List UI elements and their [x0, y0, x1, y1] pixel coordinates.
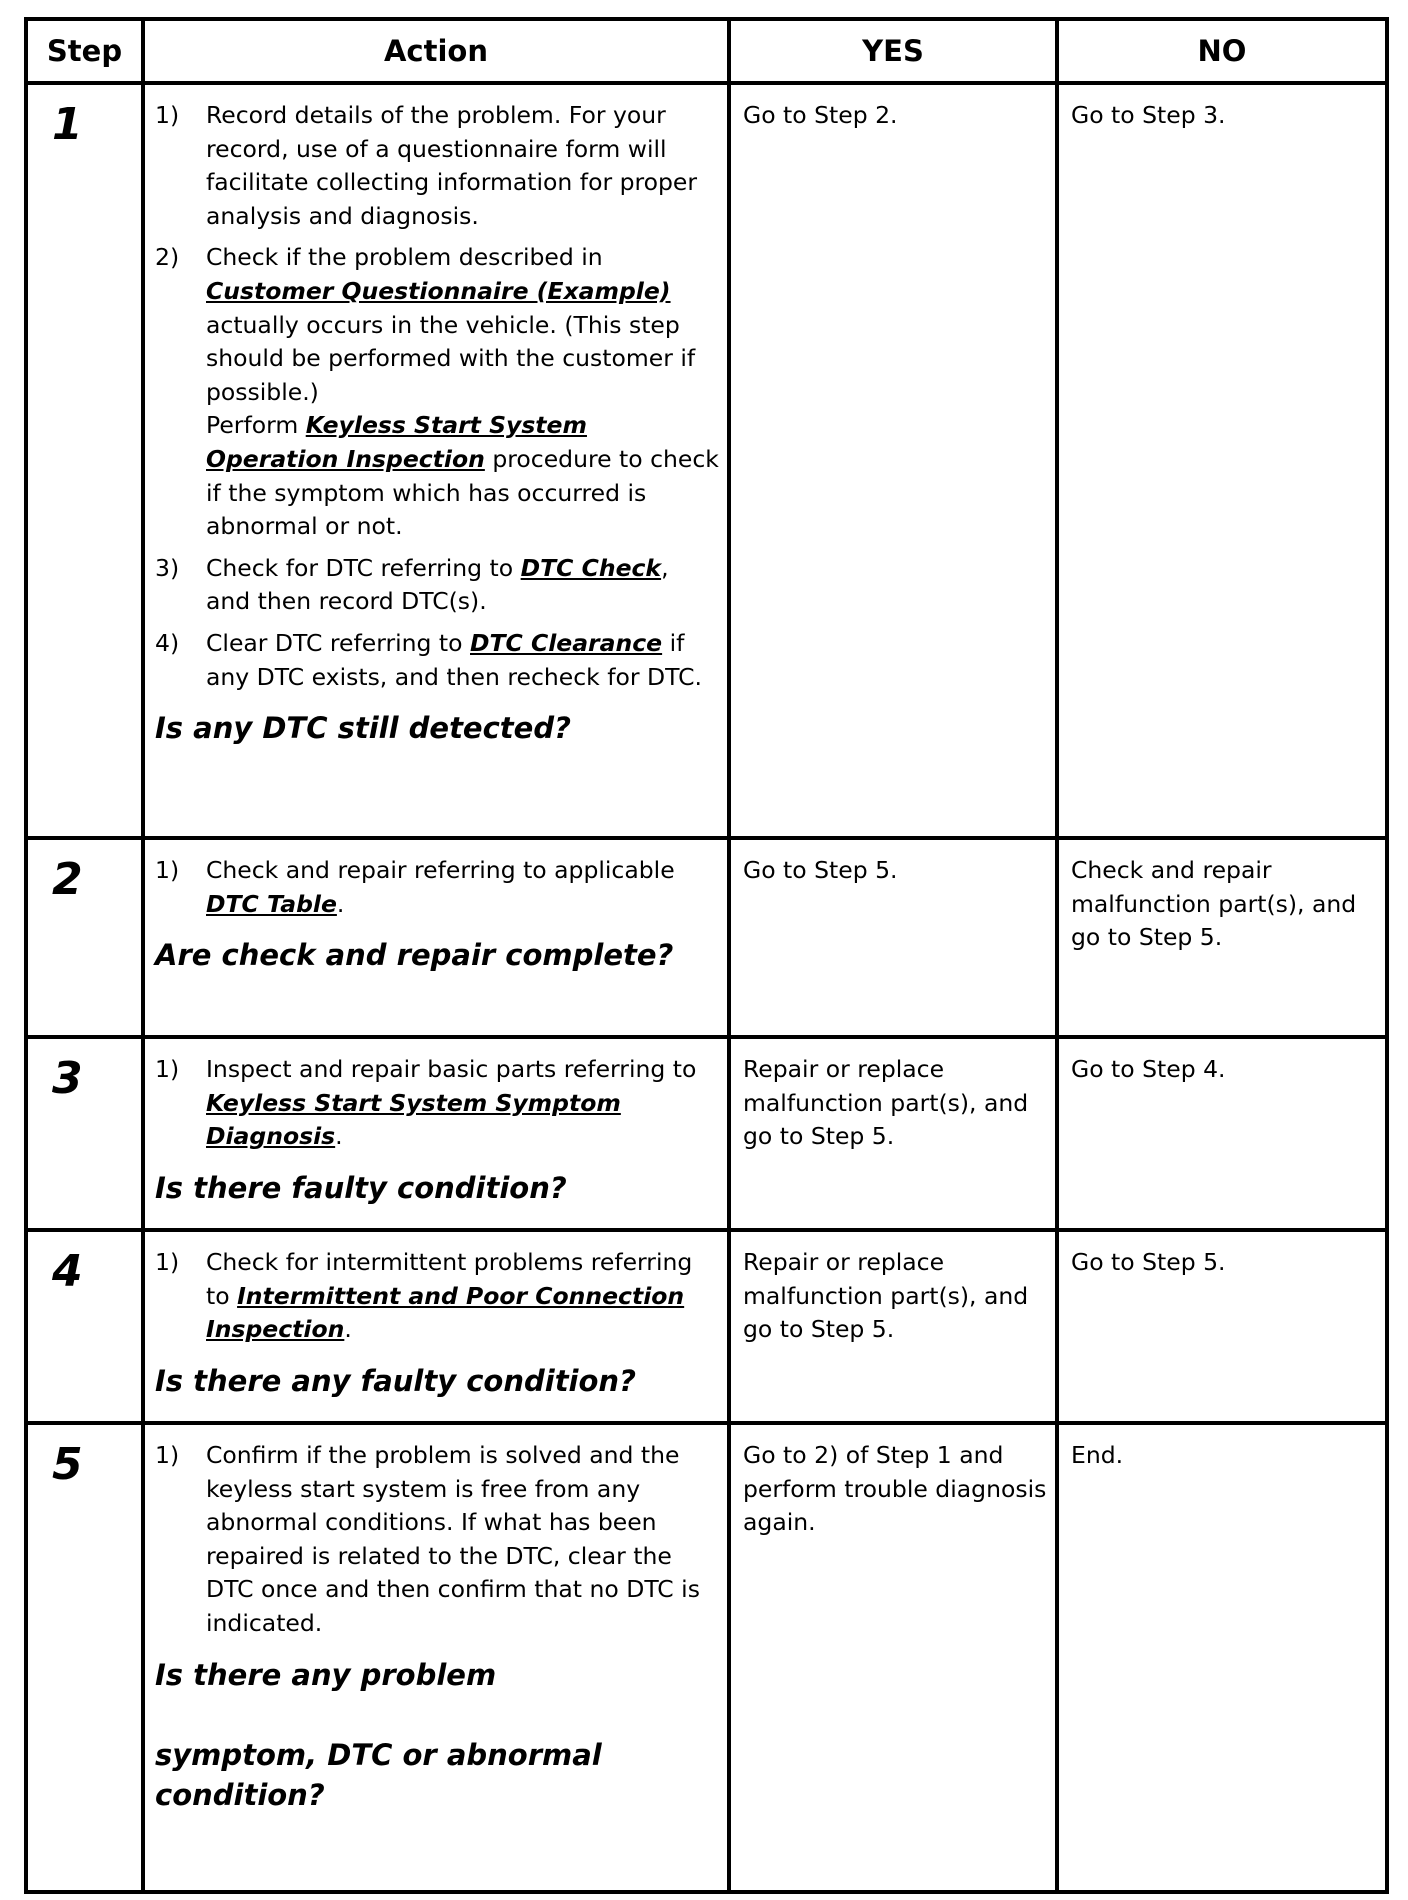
action-item [155, 1053, 719, 1154]
text-segment: Check if the problem described in [206, 243, 603, 272]
step-row [26, 1230, 1387, 1423]
step-number: 2 [26, 838, 143, 1037]
item-number: 2) [155, 243, 180, 272]
action-cell [143, 83, 729, 838]
item-text [206, 854, 719, 921]
item-number: 1) [155, 856, 180, 884]
text-segment: procedure to check if the symptom which has occurred is abnormal or not. [206, 444, 719, 541]
item-number: 4) [155, 628, 180, 657]
item-number: 1) [155, 101, 180, 129]
text-segment: Clear DTC referring to [206, 628, 470, 657]
item-number: 3) [155, 553, 180, 582]
question: symptom, DTC or abnormal condition? [155, 1737, 602, 1812]
no-result: Check and repair malfunction part(s), and go to Step 5. [1057, 838, 1387, 1037]
reference-link[interactable]: DTC Table [206, 889, 337, 918]
text-segment: Confirm if the problem is solved and the keyless start system is free from any abnormal conditions. If what has been repaired is related to the DTC, clear the DTC once and then confirm that no DTC is indicated. [206, 1441, 700, 1637]
reference-link[interactable]: Customer Questionnaire (Example) [206, 276, 671, 305]
action-item [155, 854, 719, 921]
text-segment: Check for DTC referring to [206, 553, 521, 582]
reference-link[interactable]: Keyless Start System Symptom Diagnosis [206, 1088, 621, 1151]
reference-link[interactable]: DTC Check [520, 553, 662, 582]
question: Is any DTC still detected? [155, 711, 571, 746]
reference-link[interactable]: DTC Clearance [470, 628, 663, 657]
item-text [206, 1439, 719, 1641]
action-item [155, 1439, 719, 1641]
question: Are check and repair complete? [155, 938, 674, 973]
step-row [26, 1037, 1387, 1230]
yes-result: Repair or replace malfunction part(s), and go to Step 5. [729, 1230, 1057, 1423]
question: Is there any problem [155, 1657, 497, 1692]
text-segment: Check for intermittent problems referring to [206, 1248, 693, 1310]
yes-result: Go to Step 2. [729, 83, 1057, 838]
action-cell [143, 1037, 729, 1230]
action-item [155, 99, 719, 233]
step-row [26, 1423, 1387, 1892]
step-number: 5 [26, 1423, 143, 1892]
question: Is there any faulty condition? [155, 1363, 636, 1398]
question: Is there faulty condition? [155, 1170, 567, 1205]
action-cell [143, 1230, 729, 1423]
action-item [155, 552, 719, 619]
action-item [155, 241, 719, 543]
step-number: 3 [26, 1037, 143, 1230]
text-segment: if any DTC exists, and then recheck for DTC. [206, 628, 702, 691]
reference-link[interactable]: Intermittent and Poor Connection Inspection [206, 1281, 685, 1344]
header-row [26, 19, 1387, 83]
item-text [206, 552, 719, 619]
text-segment: Perform [206, 411, 306, 440]
yes-result: Go to 2) of Step 1 and perform trouble diagnosis again. [729, 1423, 1057, 1892]
action-item [155, 1246, 719, 1347]
step-row [26, 83, 1387, 838]
header-no: NO [1057, 19, 1387, 83]
item-text [206, 1246, 719, 1347]
action-item [155, 627, 719, 694]
action-cell [143, 838, 729, 1037]
header-yes: YES [729, 19, 1057, 83]
text-segment: , and then record DTC(s). [206, 553, 669, 616]
item-text [206, 241, 719, 543]
step-number: 1 [26, 83, 143, 838]
header-action: Action [143, 19, 729, 83]
step-number: 4 [26, 1230, 143, 1423]
step-row [26, 838, 1387, 1037]
item-text [206, 99, 719, 233]
no-result: Go to Step 4. [1057, 1037, 1387, 1230]
item-number: 1) [155, 1441, 180, 1469]
reference-link[interactable]: Keyless Start System Operation Inspection [206, 411, 587, 473]
text-segment: . [344, 1315, 352, 1344]
no-result: Go to Step 5. [1057, 1230, 1387, 1423]
no-result: End. [1057, 1423, 1387, 1892]
text-segment: . [335, 1122, 343, 1151]
item-number: 1) [155, 1248, 180, 1276]
item-text [206, 627, 719, 694]
text-segment: Record details of the problem. For your record, use of a questionnaire form will facilitate collecting information for proper analysis and diagnosis. [206, 101, 698, 230]
text-segment: Check and repair referring to applicable [206, 856, 675, 884]
text-segment: Inspect and repair basic parts referring to [206, 1055, 697, 1083]
header-step: Step [26, 19, 143, 83]
action-cell [143, 1423, 729, 1892]
text-segment: actually occurs in the vehicle. (This step should be performed with the customer if possible.) [206, 310, 696, 406]
troubleshooting-table [24, 17, 1389, 1894]
yes-result: Repair or replace malfunction part(s), and go to Step 5. [729, 1037, 1057, 1230]
text-segment: . [336, 889, 345, 918]
no-result: Go to Step 3. [1057, 83, 1387, 838]
item-number: 1) [155, 1055, 180, 1083]
item-text [206, 1053, 719, 1154]
yes-result: Go to Step 5. [729, 838, 1057, 1037]
